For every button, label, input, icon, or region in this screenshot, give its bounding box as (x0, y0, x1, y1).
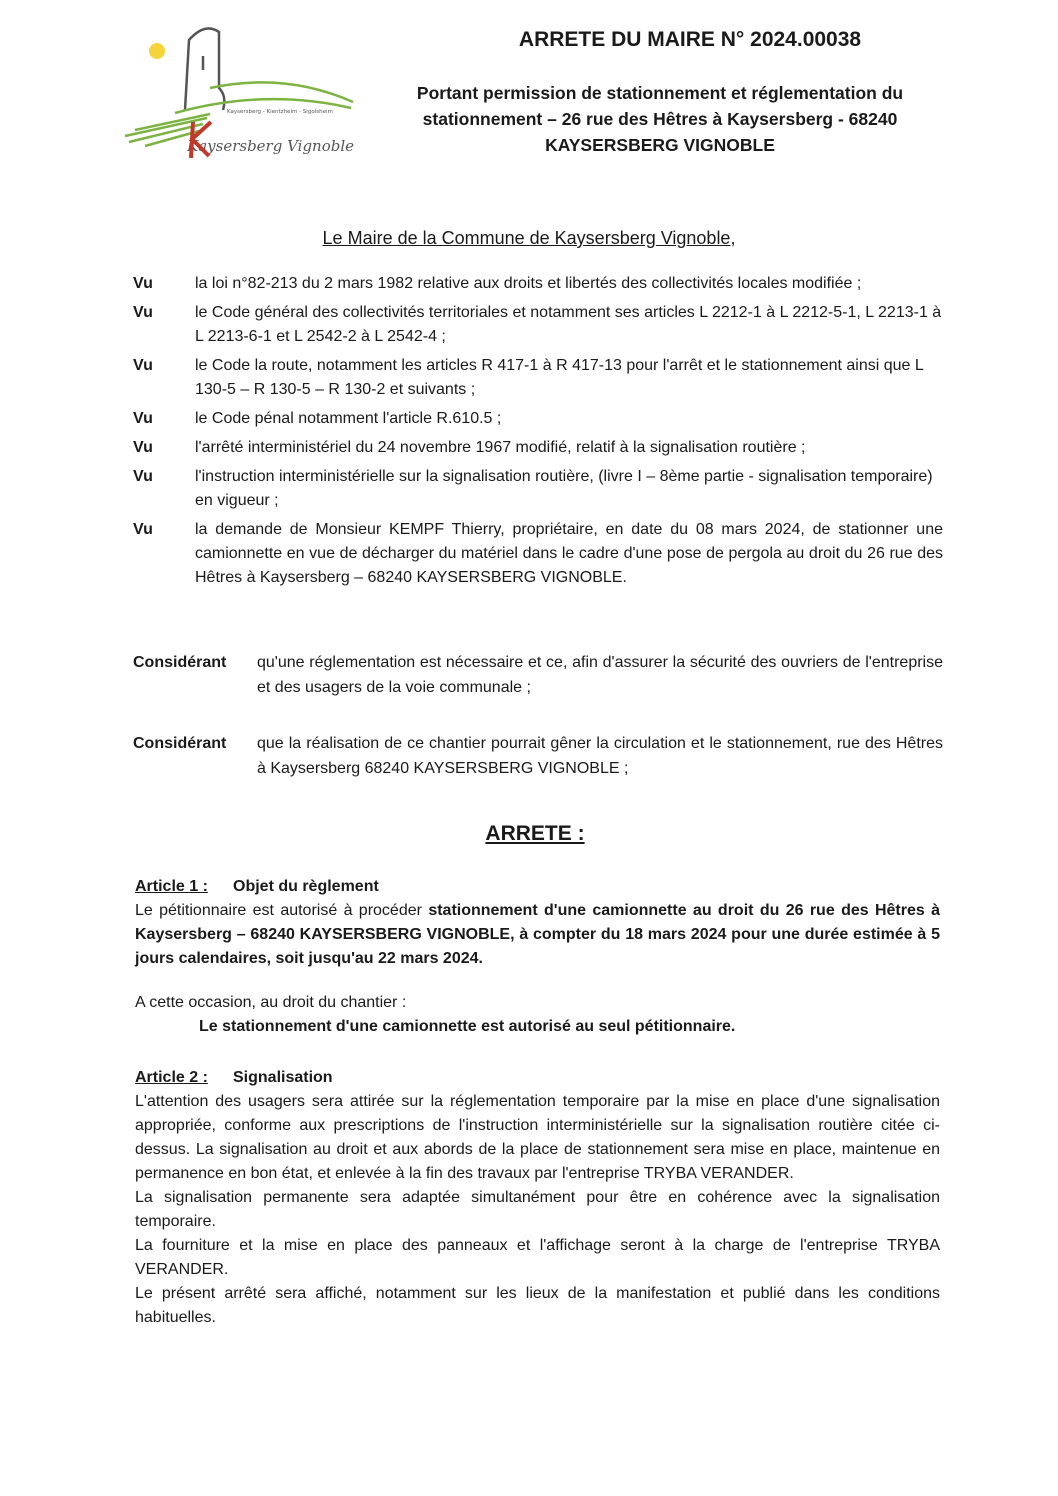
kaysersberg-vignoble-logo (115, 18, 365, 168)
considerant-item: Considérant qu'une réglementation est nécessaire et ce, afin d'assurer la sécurité des ouvriers de l'entreprise et des usagers de la voie communale ; (133, 654, 943, 696)
vu-item: Vu la loi n°82-213 du 2 mars 1982 relative aux droits et libertés des collectivités locales modifiée ; (133, 275, 862, 292)
sun-icon (149, 43, 165, 59)
considerant-item: Considérant que la réalisation de ce chantier pourrait gêner la circulation et le stationnement, rue des Hêtres à Kaysersberg 68240 KAYSERSBERG VIGNOBLE ; (133, 735, 943, 777)
article-1 (135, 875, 940, 1039)
vu-item: Vu la demande de Monsieur KEMPF Thierry, propriétaire, en date du 08 mars 2024, de stationner une camionnette en vue de décharger du matériel dans le cadre d'une pose de pergola au droit du 26 rue des Hêtres à Kaysersberg – 68240 KAYSERSBERG VIGNOBLE. (133, 521, 943, 586)
vu-item: Vu le Code pénal notamment l'article R.610.5 ; (133, 410, 502, 427)
tower-icon (185, 28, 224, 110)
article-paragraph: La signalisation permanente sera adaptée simultanément pour être en cohérence avec la signalisation temporaire. (135, 1189, 940, 1230)
article-rule: Le stationnement d'une camionnette est autorisé au seul pétitionnaire. (199, 1018, 736, 1035)
logo-text: Kaysersberg Vignoble (187, 137, 355, 155)
vu-item: Vu l'arrêté interministériel du 24 novembre 1967 modifié, relatif à la signalisation routière ; (133, 439, 806, 456)
article-text: Le pétitionnaire est autorisé à procéder stationnement d'une camionnette au droit du 26 rue des Hêtres à Kaysersberg – 68240 KAYSERSBERG VIGNOBLE, à compter du 18 mars 2024 pour une durée estimée à 5 jours calendaires, soit jusqu'au 22 mars 2024. (135, 902, 941, 967)
article-heading: Article 1 : Objet du règlement (135, 878, 379, 895)
decree-subtitle: Portant permission de stationnement et réglementation du stationnement – 26 rue des Hêtres à Kaysersberg - 68240 KAYSERSBERG VIGNOBLE (416, 83, 904, 155)
article-heading: Article 2 : Signalisation (135, 1069, 333, 1086)
article-paragraph: Le présent arrêté sera affiché, notamment sur les lieux de la manifestation et publié dans les conditions habituelles. (135, 1285, 940, 1326)
svg-text:Kaysersberg - Kientzheim - Sig: Kaysersberg - Kientzheim - Sigolsheim (227, 109, 333, 115)
vu-list (133, 272, 943, 595)
article-text: A cette occasion, au droit du chantier : (135, 994, 407, 1011)
vu-item: Vu l'instruction interministérielle sur la signalisation routière, (livre I – 8ème partie - signalisation temporaire) en vigueur ; (133, 468, 933, 509)
article-2 (135, 1066, 940, 1330)
decree-title: ARRETE DU MAIRE N° 2024.00038 (518, 28, 862, 51)
vu-item: Vu le Code la route, notamment les articles R 417-1 à R 417-13 pour l'arrêt et le stationnement ainsi que L 130-5 – R 130-5 – R 130-2 et suivants ; (133, 357, 924, 398)
article-paragraph: L'attention des usagers sera attirée sur la réglementation temporaire par la mise en place d'une signalisation appropriée, conforme aux prescriptions de l'instruction interministérielle sur la signalisation routière citée ci-dessus. La signalisation au droit et aux abords de la place de stationnement sera mise en place, maintenue en permanence en bon état, et enlevée à la fin des travaux par l'entreprise TRYBA VERANDER. (135, 1093, 940, 1182)
arrete-heading: ARRETE : (485, 822, 585, 845)
article-paragraph: La fourniture et la mise en place des panneaux et l'affichage seront à la charge de l'entreprise TRYBA VERANDER. (135, 1237, 940, 1278)
vu-item: Vu le Code général des collectivités territoriales et notamment ses articles L 2212-1 à L 2212-5-1, L 2213-1 à L 2213-6-1 et L 2542-2 à L 2542-4 ; (133, 304, 942, 345)
mayor-heading: Le Maire de la Commune de Kaysersberg Vignoble, (322, 228, 736, 248)
